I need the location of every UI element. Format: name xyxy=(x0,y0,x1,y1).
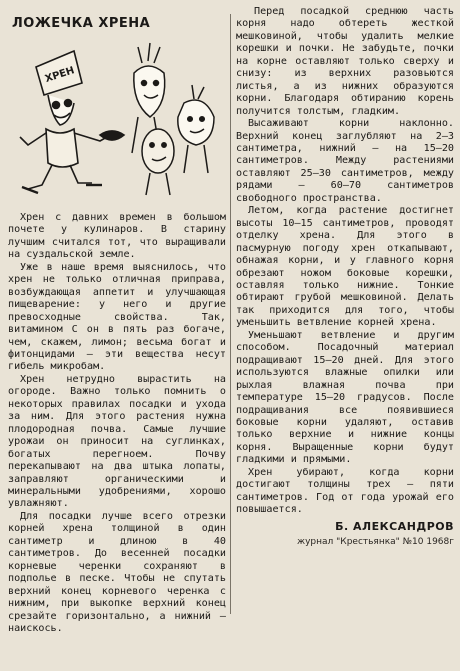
left-column-text xyxy=(8,212,226,635)
author-name: Б. АЛЕКСАНДРОВ xyxy=(335,519,454,533)
right-column xyxy=(236,6,454,547)
paragraph: Уменьшают ветвление и другим способом. Посадочный материал подращивают 15—20 дней. Для этого используются влажные опилки или рыхлая влажная почва при температуре 15—20 градусов. После подращивания все появившиеся боковые корни удаляют, оставив только верхние и нижние концы корня. Выращенные корни будут гладкими и прямыми. xyxy=(236,329,454,466)
potato-character xyxy=(142,129,174,195)
sign-text: ХРЕН xyxy=(43,65,76,85)
column-divider xyxy=(230,14,231,614)
paragraph: Хрен с давних времен в большом почете у кулинаров. В старину лучшим считался тот, что выращивали на суздальской земле. xyxy=(8,212,226,261)
paragraph: Уже в наше время выяснилось, что хрен не только отличная приправа, возбуждающая аппетит и улучшающая пищеварение: у него и другие превосходные свойства. Так, витамином С он в пять раз богаче, чем, скажем, лимон; весьма богат и фитонцидами — эти вещества несут гибель микробам. xyxy=(8,261,226,373)
source-caption: журнал "Крестьянка" №10 1968г xyxy=(297,536,454,547)
article-title: ЛОЖЕЧКА ХРЕНА xyxy=(12,16,151,31)
paragraph: Хрен убирают, когда корни достигают толщины трех — пяти сантиметров. Год от года урожай его повышается. xyxy=(236,466,454,516)
paragraph: Летом, когда растение достигнет высоты 10—15 сантиметров, проводят отделку хрена. Для этого в пасмурную погоду хрен откапывают, обнажая корни, и у главного корня обрезают ножом боковые корешки, оставляя только нижние. Тонкие обтирают грубой мешковиной. Делать так приходится для того, чтобы уменьшить ветвление корней хрена. xyxy=(236,205,454,329)
right-column-text xyxy=(236,6,454,517)
paragraph: Хрен нетрудно вырастить на огороде. Важно только помнить о некоторых правилах посадки и ухода за ним. Для этого растения нужна плодородная почва. Самые лучшие урожаи он приносит на суглинках, богатых перегноем. Почву перекапывают на два штыка лопаты, заправляют органическими и минеральными удобрениями, хорошо увлажняют. xyxy=(8,373,226,510)
left-column xyxy=(8,6,226,635)
paragraph: Перед посадкой среднюю часть корня надо обтереть жесткой мешковиной, чтобы удалить мелкие корешки и почки. Не забудьте, почки на корне оставляют только сверху и снизу: из верхних разовьются листья, а из нижних образуются корни. Благодаря обтиранию корень получится толстым, гладким. xyxy=(236,6,454,117)
paragraph: Высаживают корни наклонно. Верхний конец заглубляют на 2—3 сантиметра, нижний — на 15—20 сантиметров. Между растениями оставляют 25—30 сантиметров, между рядами — 60—70 сантиметров свободного пространства. xyxy=(236,118,454,204)
paragraph: Для посадки лучше всего отрезки корней хрена толщиной в один сантиметр и длиною в 40 сантиметров. До весенней посадки корневые черенки сохраняют в подполье в песке. Чтобы не спутать верхний конец корневого черенка с нижним, при выкопке верхний конец срезайте горизонтально, а нижний — наискось. xyxy=(8,510,226,634)
cartoon-illustration xyxy=(8,33,222,208)
onion-character xyxy=(178,85,214,173)
